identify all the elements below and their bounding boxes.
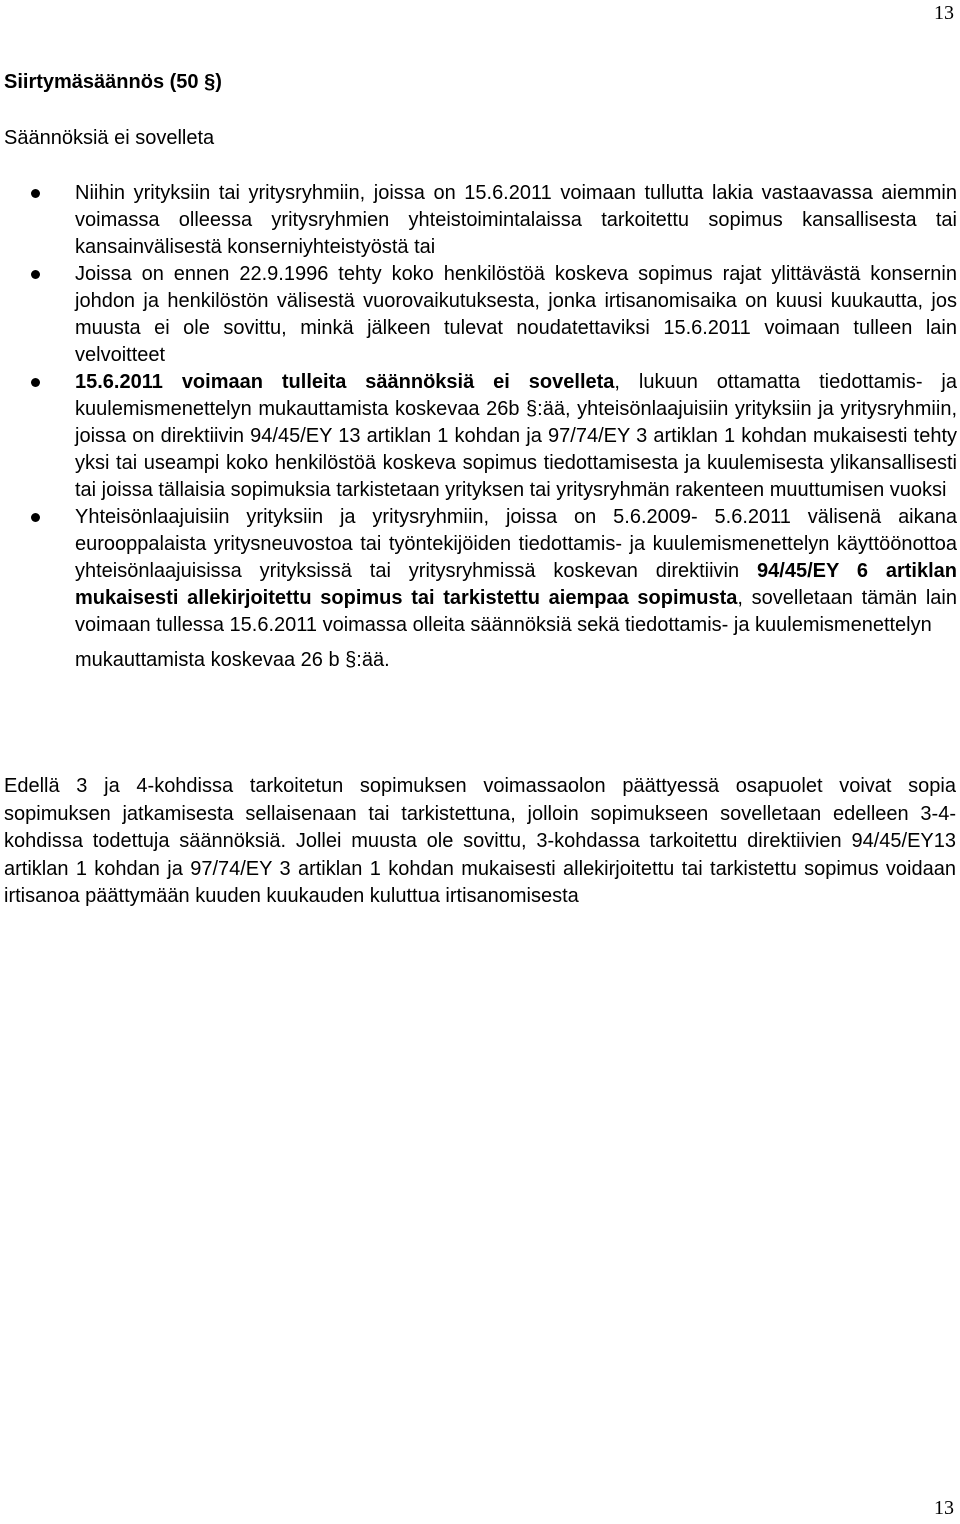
section-subtitle: Säännöksiä ei sovelleta (4, 127, 215, 149)
section-title: Siirtymäsäännös (50 §) (4, 71, 222, 93)
list-item-bold-lead: 15.6.2011 voimaan tulleita säännöksiä ei sovelleta (75, 371, 615, 393)
bullet-icon (31, 378, 40, 387)
list-item-text: Joissa on ennen 22.9.1996 tehty koko henkilöstöä koskeva sopimus rajat ylittävästä konsernin johdon ja henkilöstön välisestä vuorovaikutuksesta, jonka irtisanomisaika on kuusi kuukautta, jos muusta ei ole sovittu, minkä jälkeen tulevat noudatettaviksi 15.6.2011 voimaan tulleen lain velvoitteet (75, 263, 957, 366)
list-item (0, 261, 960, 369)
bullet-icon (31, 189, 40, 198)
list-item-last-line: mukauttamista koskevaa 26 b §:ää. (75, 649, 390, 671)
list-item-bold-text: 94/45/EY 6 artiklan mukaisesti allekirjoitettu sopimus tai tarkistettu aiempaa sopimusta (75, 560, 957, 609)
list-item-text: Yhteisönlaajuisiin yrityksiin ja yritysryhmiin, joissa on 5.6.2009- 5.6.2011 välisenä aikana eurooppalaista yritysneuvostoa tai työntekijöiden tiedottamis- ja kuulemismenettelyn käyttöönottoa yhteisönlaajuisissa yrityksissä tai yritysryhmissä koskevan direktiivin (75, 506, 957, 582)
list-item-text-after: , sovelletaan tämän lain voimaan tullessa 15.6.2011 voimassa olleita säännöksiä sekä tiedottamis- ja kuulemismenettelyn (75, 587, 957, 636)
list-item (0, 504, 960, 674)
bullet-icon (31, 513, 40, 522)
list-item (0, 180, 960, 261)
list-item-text: , lukuun ottamatta tiedottamis- ja kuulemismenettelyn mukauttamista koskevaa 26b §:ää, yhteisönlaajuisiin yrityksiin ja yritysryhmiin, joissa on direktiivin 94/45/EY 13 artiklan 1 kohdan ja 97/74/EY 3 artiklan 1 kohdan mukaisesti tehty yksi tai useampi koko henkilöstöä koskeva sopimus tiedottamisesta ja kuulemisesta ylikansallisesti tai joissa tällaisia sopimuksia tarkistetaan yrityksen tai yritysryhmän rakenteen muuttumisen vuoksi (75, 371, 957, 501)
page-number-top: 13 (934, 2, 954, 24)
list-item (0, 369, 960, 504)
bullet-icon (31, 270, 40, 279)
bullet-list (0, 180, 960, 674)
list-item-text: Niihin yrityksiin tai yritysryhmiin, joissa on 15.6.2011 voimaan tullutta lakia vastaavassa aiemmin voimassa olleessa yritysryhmien yhteistoimintalaissa tarkoitettu sopimus kansallisesta tai kansainvälisestä konserniyhteistyöstä tai (75, 182, 957, 258)
closing-paragraph: Edellä 3 ja 4-kohdissa tarkoitetun sopimuksen voimassaolon päättyessä osapuolet voivat sopia sopimuksen jatkamisesta sellaisenaan tai tarkistettuna, jolloin sopimukseen sovelletaan edelleen 3-4-kohdissa todettuja säännöksiä. Jollei muusta ole sovittu, 3-kohdassa tarkoitettu direktiivien 94/45/EY13 artiklan 1 kohdan ja 97/74/EY 3 artiklan 1 kohdan mukaisesti allekirjoitettu tai tarkistettu sopimus voidaan irtisanoa päättymään kuuden kuukauden kuluttua irtisanomisesta (4, 775, 956, 908)
page-number-bottom: 13 (934, 1497, 954, 1519)
